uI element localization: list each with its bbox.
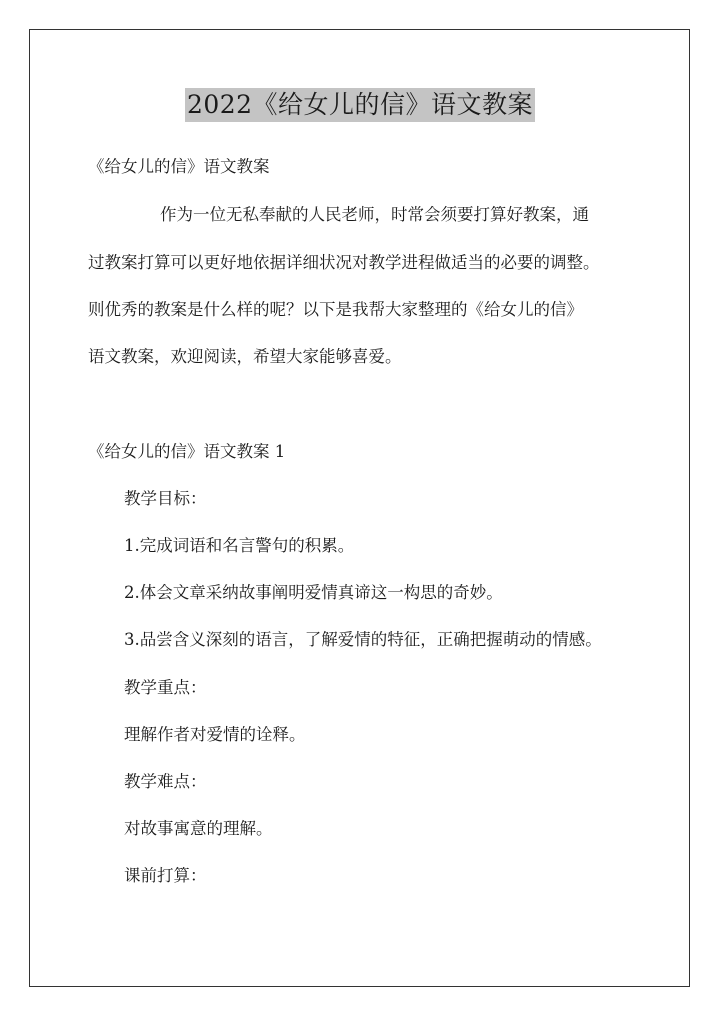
section-heading: 《给女儿的信》语文教案 1 (88, 442, 286, 461)
intro-line-4: 语文教案，欢迎阅读，希望大家能够喜爱。 (88, 347, 402, 366)
intro-line-3: 则优秀的教案是什么样的呢？以下是我帮大家整理的《给女儿的信》 (88, 300, 583, 319)
intro-line-2: 过教案打算可以更好地依据详细状况对教学进程做适当的必要的调整。 (88, 253, 600, 272)
document-title: 2022《给女儿的信》语文教案 (185, 88, 535, 122)
objective-item-3: 3.品尝含义深刻的语言，了解爱情的特征，正确把握萌动的情感。 (124, 630, 602, 649)
objective-item-2: 2.体会文章采纳故事阐明爱情真谛这一构思的奇妙。 (124, 583, 503, 602)
document-subtitle: 《给女儿的信》语文教案 (88, 157, 270, 176)
key-points-label: 教学重点： (124, 678, 207, 697)
intro-line-1: 作为一位无私奉献的人民老师，时常会须要打算好教案，通 (160, 205, 589, 224)
title-container (0, 88, 720, 122)
difficulties-text: 对故事寓意的理解。 (124, 819, 273, 838)
preparation-label: 课前打算： (124, 866, 207, 885)
objectives-label: 教学目标： (124, 489, 207, 508)
key-points-text: 理解作者对爱情的诠释。 (124, 725, 306, 744)
objective-item-1: 1.完成词语和名言警句的积累。 (124, 536, 355, 555)
difficulties-label: 教学难点： (124, 772, 207, 791)
